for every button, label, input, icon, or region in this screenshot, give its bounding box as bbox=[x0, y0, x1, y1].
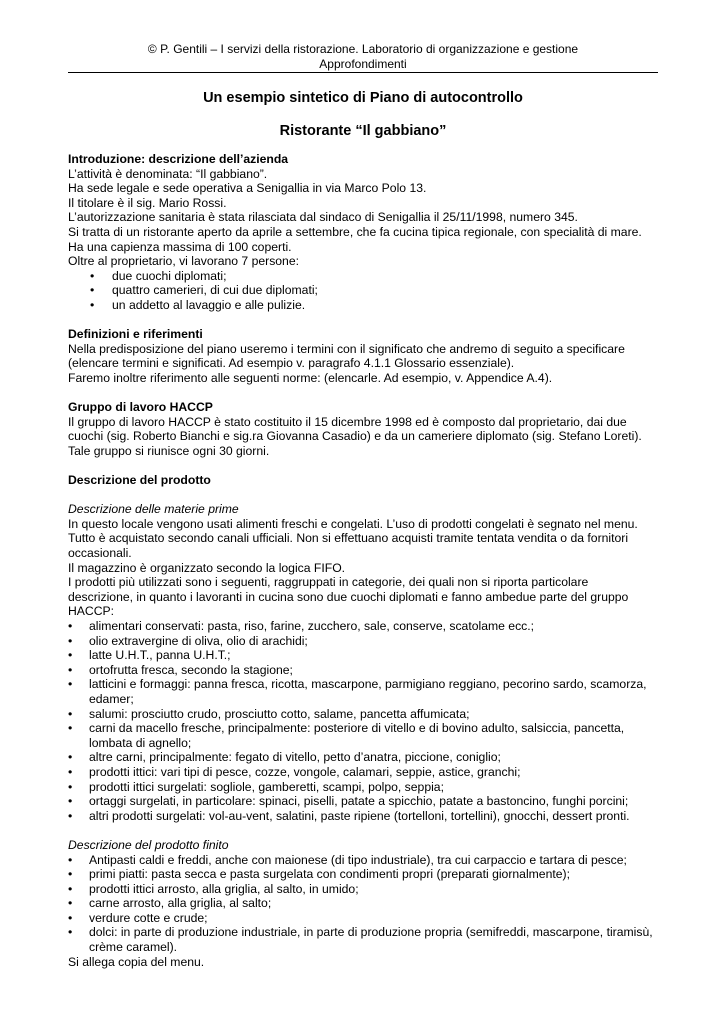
intro-line: L’autorizzazione sanitaria è stata rilasciata dal sindaco di Senigallia il 25/11/1998, numero 345. bbox=[68, 210, 578, 225]
product-heading: Descrizione del prodotto bbox=[68, 473, 211, 488]
finished-product-item: • carne arrosto, alla griglia, al salto; bbox=[68, 896, 658, 911]
intro-line: Oltre al proprietario, vi lavorano 7 persone: bbox=[68, 254, 300, 269]
section-introduction bbox=[68, 152, 658, 313]
intro-line: Ha una capienza massima di 100 coperti. bbox=[68, 239, 292, 254]
section-product bbox=[68, 473, 658, 969]
raw-material-item: • altri prodotti surgelati: vol-au-vent, salatini, paste ripiene (tortelloni, tortellini), gnocchi, dessert pronti. bbox=[68, 809, 658, 824]
raw-material-item: • latticini e formaggi: panna fresca, ricotta, mascarpone, parmigiano reggiano, pecorino sardo, scamorza, edamer; bbox=[68, 677, 658, 706]
definitions-line: Faremo inoltre riferimento alle seguenti norme: (elencarle. Ad esempio, v. Appendice A.4). bbox=[68, 370, 553, 385]
raw-material-item: • latte U.H.T., panna U.H.T.; bbox=[68, 648, 658, 663]
raw-materials-line: descrizione, in quanto i lavoranti in cucina sono due cuochi diplomati e fanno ambedue parte del gruppo bbox=[68, 589, 629, 604]
raw-material-item: • salumi: prosciutto crudo, prosciutto cotto, salame, pancetta affumicata; bbox=[68, 707, 658, 722]
raw-material-item: • ortofrutta fresca, secondo la stagione; bbox=[68, 663, 658, 678]
raw-materials-line: Tutto è acquistato secondo canali ufficiali. Non si effettuano acquisti tramite tentata vendita o da fornitori bbox=[68, 531, 629, 546]
raw-material-item: • carni da macello fresche, principalmente: posteriore di vitello e di bovino adulto, salsiccia, pancetta, lombata di agnello; bbox=[68, 721, 658, 750]
spacer bbox=[68, 386, 658, 401]
staff-list bbox=[68, 269, 658, 313]
staff-list-item: • un addetto al lavaggio e alle pulizie. bbox=[68, 298, 658, 313]
definitions-heading: Definizioni e riferimenti bbox=[68, 327, 203, 342]
raw-materials-line: In questo locale vengono usati alimenti freschi e congelati. L’uso di prodotti congelati è segnato nel menu. bbox=[68, 516, 638, 531]
spacer bbox=[68, 488, 658, 503]
intro-line: Ha sede legale e sede operativa a Senigallia in via Marco Polo 13. bbox=[68, 181, 427, 196]
raw-material-item: • prodotti ittici: vari tipi di pesce, cozze, vongole, calamari, seppie, astice, granchi; bbox=[68, 765, 658, 780]
haccp-line: Il gruppo di lavoro HACCP è stato costituito il 15 dicembre 1998 ed è composto dal proprietario, dai due bbox=[68, 414, 627, 429]
staff-list-item: • quattro camerieri, di cui due diplomati; bbox=[68, 283, 658, 298]
intro-line: Si tratta di un ristorante aperto da aprile a settembre, che fa cucina tipica regionale, con specialità di mare. bbox=[68, 224, 642, 239]
raw-materials-line: Il magazzino è organizzato secondo la logica FIFO. bbox=[68, 560, 346, 575]
raw-material-item: • prodotti ittici surgelati: sogliole, gamberetti, scampi, polpo, seppia; bbox=[68, 780, 658, 795]
intro-heading: Introduzione: descrizione dell’azienda bbox=[68, 152, 289, 166]
finished-product-title: Descrizione del prodotto finito bbox=[68, 837, 229, 852]
spacer bbox=[68, 458, 658, 473]
haccp-line: cuochi (sig. Roberto Bianchi e sig.ra Giovanna Casadio) e da un cameriere diplomato (sig. Stefano Loreti). bbox=[68, 429, 642, 444]
header-section-label: Approfondimenti bbox=[319, 56, 407, 71]
header-divider bbox=[68, 72, 658, 73]
raw-materials-line: occasionali. bbox=[68, 546, 132, 561]
header-citation bbox=[68, 42, 658, 57]
section-definitions bbox=[68, 327, 658, 385]
closing-note: Si allega copia del menu. bbox=[68, 954, 205, 969]
finished-product-item: • verdure cotte e crude; bbox=[68, 911, 658, 926]
intro-line: Il titolare è il sig. Mario Rossi. bbox=[68, 195, 227, 210]
raw-material-item: • olio extravergine di oliva, olio di arachidi; bbox=[68, 634, 658, 649]
document-page bbox=[68, 42, 658, 969]
raw-material-item: • alimentari conservati: pasta, riso, farine, zucchero, sale, conserve, scatolame ecc.; bbox=[68, 619, 658, 634]
finished-product-list bbox=[68, 853, 658, 955]
intro-line: L’attività è denominata: “Il gabbiano”. bbox=[68, 166, 268, 181]
finished-product-item: • prodotti ittici arrosto, alla griglia, al salto, in umido; bbox=[68, 882, 658, 897]
haccp-line: Tale gruppo si riunisce ogni 30 giorni. bbox=[68, 443, 270, 458]
haccp-heading: Gruppo di lavoro HACCP bbox=[68, 400, 213, 415]
spacer bbox=[68, 823, 658, 838]
page-header bbox=[68, 42, 658, 73]
raw-material-item: • altre carni, principalmente: fegato di vitello, petto d’anatra, piccione, coniglio; bbox=[68, 750, 658, 765]
finished-product-item: • dolci: in parte di produzione industriale, in parte di produzione propria (semifreddi, mascarpone, tiramisù, crème caramel). bbox=[68, 925, 658, 954]
raw-materials-title: Descrizione delle materie prime bbox=[68, 502, 239, 517]
raw-materials-list bbox=[68, 619, 658, 823]
definitions-line: Nella predisposizione del piano useremo i termini con il significato che andremo di seguito a specificare bbox=[68, 341, 625, 356]
document-title: Un esempio sintetico di Piano di autocontrollo bbox=[203, 90, 523, 106]
raw-materials-line: I prodotti più utilizzati sono i seguenti, raggruppati in categorie, dei quali non si riporta particolare bbox=[68, 575, 589, 590]
spacer bbox=[68, 313, 658, 328]
staff-list-item: • due cuochi diplomati; bbox=[68, 269, 658, 284]
definitions-line: (elencare termini e significati. Ad esempio v. paragrafo 4.1.1 Glossario essenziale). bbox=[68, 356, 515, 371]
section-haccp-group bbox=[68, 400, 658, 458]
raw-material-item: • ortaggi surgelati, in particolare: spinaci, piselli, patate a spicchio, patate a bastoncino, funghi porcini; bbox=[68, 794, 658, 809]
finished-product-item: • primi piatti: pasta secca e pasta surgelata con condimenti propri (preparati giornalmente); bbox=[68, 867, 658, 882]
raw-materials-line: HACCP: bbox=[68, 604, 115, 619]
finished-product-item: • Antipasti caldi e freddi, anche con maionese (di tipo industriale), tra cui carpaccio e tartara di pesce; bbox=[68, 853, 658, 868]
header-line-1: © P. Gentili – I servizi della ristorazione. Laboratorio di organizzazione e gestione bbox=[147, 42, 579, 56]
document-subtitle: Ristorante “Il gabbiano” bbox=[279, 123, 447, 139]
